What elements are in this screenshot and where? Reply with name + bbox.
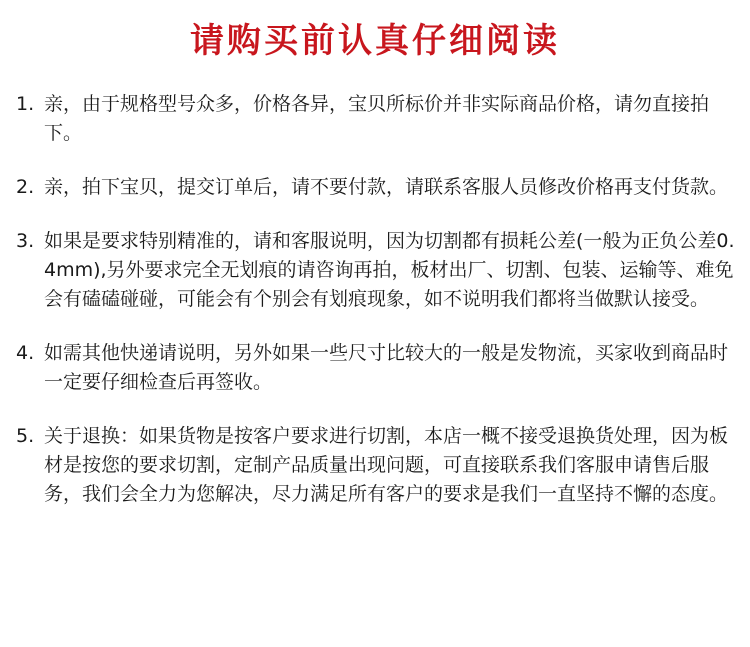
item-text: 亲，由于规格型号众多，价格各异，宝贝所标价并非实际商品价格，请勿直接拍下。: [44, 93, 710, 144]
notice-item-3: [16, 227, 742, 314]
item-text: 如需其他快递请说明，另外如果一些尺寸比较大的一般是发物流，买家收到商品时一定要仔细检查后再签收。: [44, 342, 729, 393]
notice-item-4: [16, 339, 742, 397]
notice-list: [16, 90, 742, 534]
item-number: 4.: [16, 342, 35, 364]
item-text: 如果是要求特别精准的，请和客服说明，因为切割都有损耗公差(一般为正负公差0.4mm),另外要求完全无划痕的请咨询再拍，板材出厂、切割、包装、运输等、难免会有磕磕碰碰，可能会有个别会有划痕现象，如不说明我们都将当做默认接受。: [44, 230, 735, 310]
item-number: 2.: [16, 176, 35, 198]
notice-item-2: [16, 173, 742, 202]
item-text: 亲，拍下宝贝，提交订单后，请不要付款，请联系客服人员修改价格再支付货款。: [44, 176, 729, 198]
notice-title: 请购买前认真仔细阅读: [190, 21, 560, 61]
item-number: 3.: [16, 230, 35, 252]
notice-item-5: [16, 422, 742, 509]
item-number: 1.: [16, 93, 35, 115]
item-text: 关于退换：如果货物是按客户要求进行切割，本店一概不接受退换货处理，因为板材是按您的要求切割，定制产品质量出现问题，可直接联系我们客服申请售后服务，我们会全力为您解决，尽力满足所有客户的要求是我们一直坚持不懈的态度。: [44, 425, 729, 505]
item-number: 5.: [16, 425, 35, 447]
notice-item-1: [16, 90, 742, 148]
